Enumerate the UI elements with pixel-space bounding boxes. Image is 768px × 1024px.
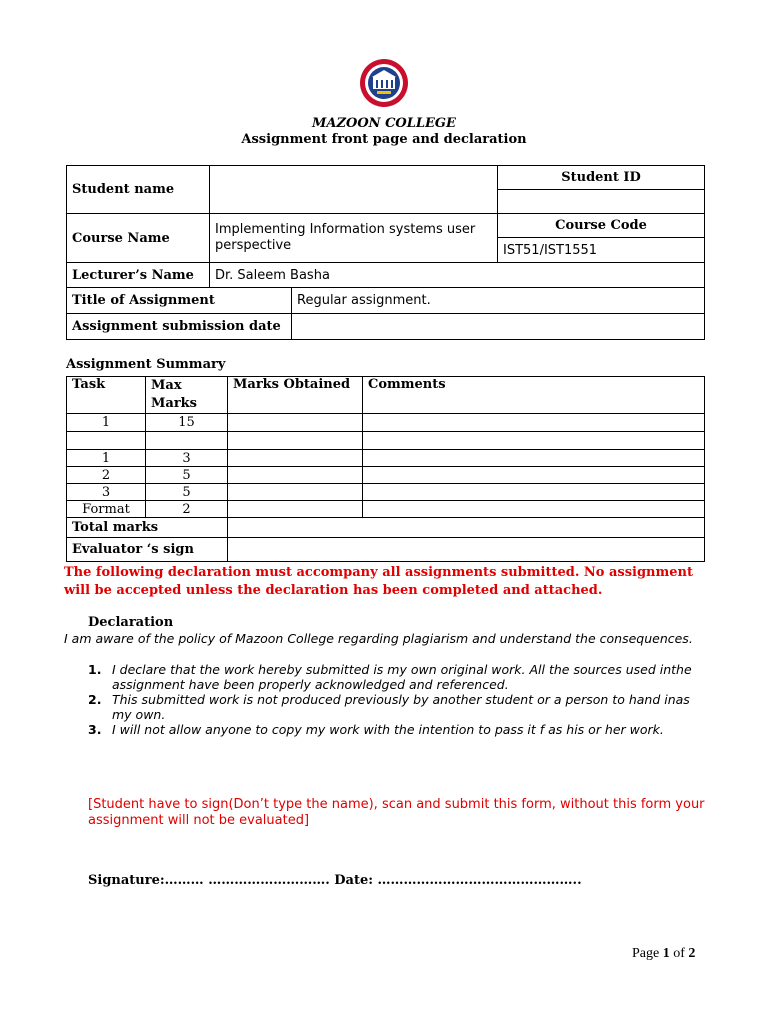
- obtained-cell[interactable]: [228, 450, 363, 467]
- obtained-cell[interactable]: [228, 432, 363, 450]
- item-number: 2.: [88, 692, 102, 707]
- form-subtitle: Assignment front page and declaration: [241, 132, 527, 147]
- total-marks-label: Total marks: [67, 518, 228, 538]
- page-prefix: Page: [632, 946, 660, 961]
- course-code-field[interactable]: IST51/IST1551: [498, 238, 705, 263]
- table-row: [67, 467, 705, 484]
- obtained-cell[interactable]: [228, 414, 363, 432]
- declaration-list: [88, 662, 708, 737]
- task-cell: Format: [67, 501, 146, 518]
- task-cell: 2: [67, 467, 146, 484]
- signature-label[interactable]: Signature:……… ……………………….: [88, 873, 330, 888]
- max-cell: 5: [146, 467, 228, 484]
- list-item: [88, 662, 708, 692]
- course-name-field[interactable]: Implementing Information systems user perspective: [210, 214, 498, 263]
- submission-date-field[interactable]: [292, 314, 705, 340]
- comment-cell[interactable]: [363, 450, 705, 467]
- course-name-label: Course Name: [67, 214, 210, 263]
- list-item: [88, 722, 708, 737]
- evaluator-sign-field[interactable]: [228, 538, 705, 562]
- assignment-summary-table: [66, 376, 705, 562]
- comment-cell[interactable]: [363, 501, 705, 518]
- lecturer-label: Lecturer’s Name: [67, 263, 210, 288]
- task-cell: 1: [67, 414, 146, 432]
- task-cell: [67, 432, 146, 450]
- student-id-label: Student ID: [498, 166, 705, 190]
- table-row: [67, 414, 705, 432]
- summary-title: Assignment Summary: [66, 357, 226, 372]
- task-cell: 3: [67, 484, 146, 501]
- comments-header: Comments: [363, 377, 705, 414]
- item-text: I declare that the work hereby submitted is my own original work. All the sources used inthe assignment have been properly acknowledged and referenced.: [112, 662, 692, 692]
- declaration-title: Declaration: [88, 615, 174, 630]
- assignment-title-label: Title of Assignment: [67, 288, 292, 314]
- submission-date-label: Assignment submission date: [67, 314, 292, 340]
- item-text: This submitted work is not produced previously by another student or a person to hand inas my own.: [112, 692, 690, 722]
- comment-cell[interactable]: [363, 484, 705, 501]
- obtained-cell[interactable]: [228, 501, 363, 518]
- max-cell: 15: [146, 414, 228, 432]
- page-current: 1: [662, 946, 670, 961]
- student-name-field[interactable]: [210, 166, 498, 214]
- lecturer-field[interactable]: Dr. Saleem Basha: [210, 263, 705, 288]
- table-row: [67, 432, 705, 450]
- task-header: Task: [67, 377, 146, 414]
- comment-cell[interactable]: [363, 467, 705, 484]
- max-marks-header: Max Marks: [146, 377, 228, 414]
- max-cell: 5: [146, 484, 228, 501]
- student-id-field[interactable]: [498, 190, 705, 214]
- assignment-title-field[interactable]: Regular assignment.: [292, 288, 705, 314]
- obtained-cell[interactable]: [228, 467, 363, 484]
- date-label[interactable]: Date: ………………………………………..: [334, 873, 582, 888]
- list-item: [88, 692, 708, 722]
- item-text: I will not allow anyone to copy my work with the intention to pass it f as his or her work.: [112, 722, 664, 737]
- marks-obtained-header: Marks Obtained: [228, 377, 363, 414]
- max-cell: 3: [146, 450, 228, 467]
- table-row: [67, 501, 705, 518]
- signature-line: [88, 873, 582, 888]
- comment-cell[interactable]: [363, 432, 705, 450]
- max-cell: [146, 432, 228, 450]
- item-number: 1.: [88, 662, 102, 677]
- signing-instructions: [Student have to sign(Don’t type the name), scan and submit this form, without this form your assignment will not be evaluated]: [88, 797, 705, 828]
- declaration-warning: The following declaration must accompany all assignments submitted. No assignment will be accepted unless the declaration has been completed and attached.: [64, 565, 693, 598]
- max-cell: 2: [146, 501, 228, 518]
- page-number: [632, 946, 695, 962]
- item-number: 3.: [88, 722, 102, 737]
- comment-cell[interactable]: [363, 414, 705, 432]
- college-name: MAZOON COLLEGE: [312, 116, 456, 131]
- evaluator-sign-label: Evaluator ‘s sign: [67, 538, 228, 562]
- page-of: of: [673, 946, 685, 961]
- student-name-label: Student name: [67, 166, 210, 214]
- table-row: [67, 484, 705, 501]
- page-total: 2: [688, 946, 696, 961]
- student-info-table: [66, 165, 705, 340]
- task-cell: 1: [67, 450, 146, 467]
- course-code-label: Course Code: [498, 214, 705, 238]
- declaration-intro: I am aware of the policy of Mazoon College regarding plagiarism and understand the consequences.: [64, 631, 693, 646]
- total-marks-field[interactable]: [228, 518, 705, 538]
- college-seal-icon: [359, 58, 409, 108]
- table-row: [67, 450, 705, 467]
- obtained-cell[interactable]: [228, 484, 363, 501]
